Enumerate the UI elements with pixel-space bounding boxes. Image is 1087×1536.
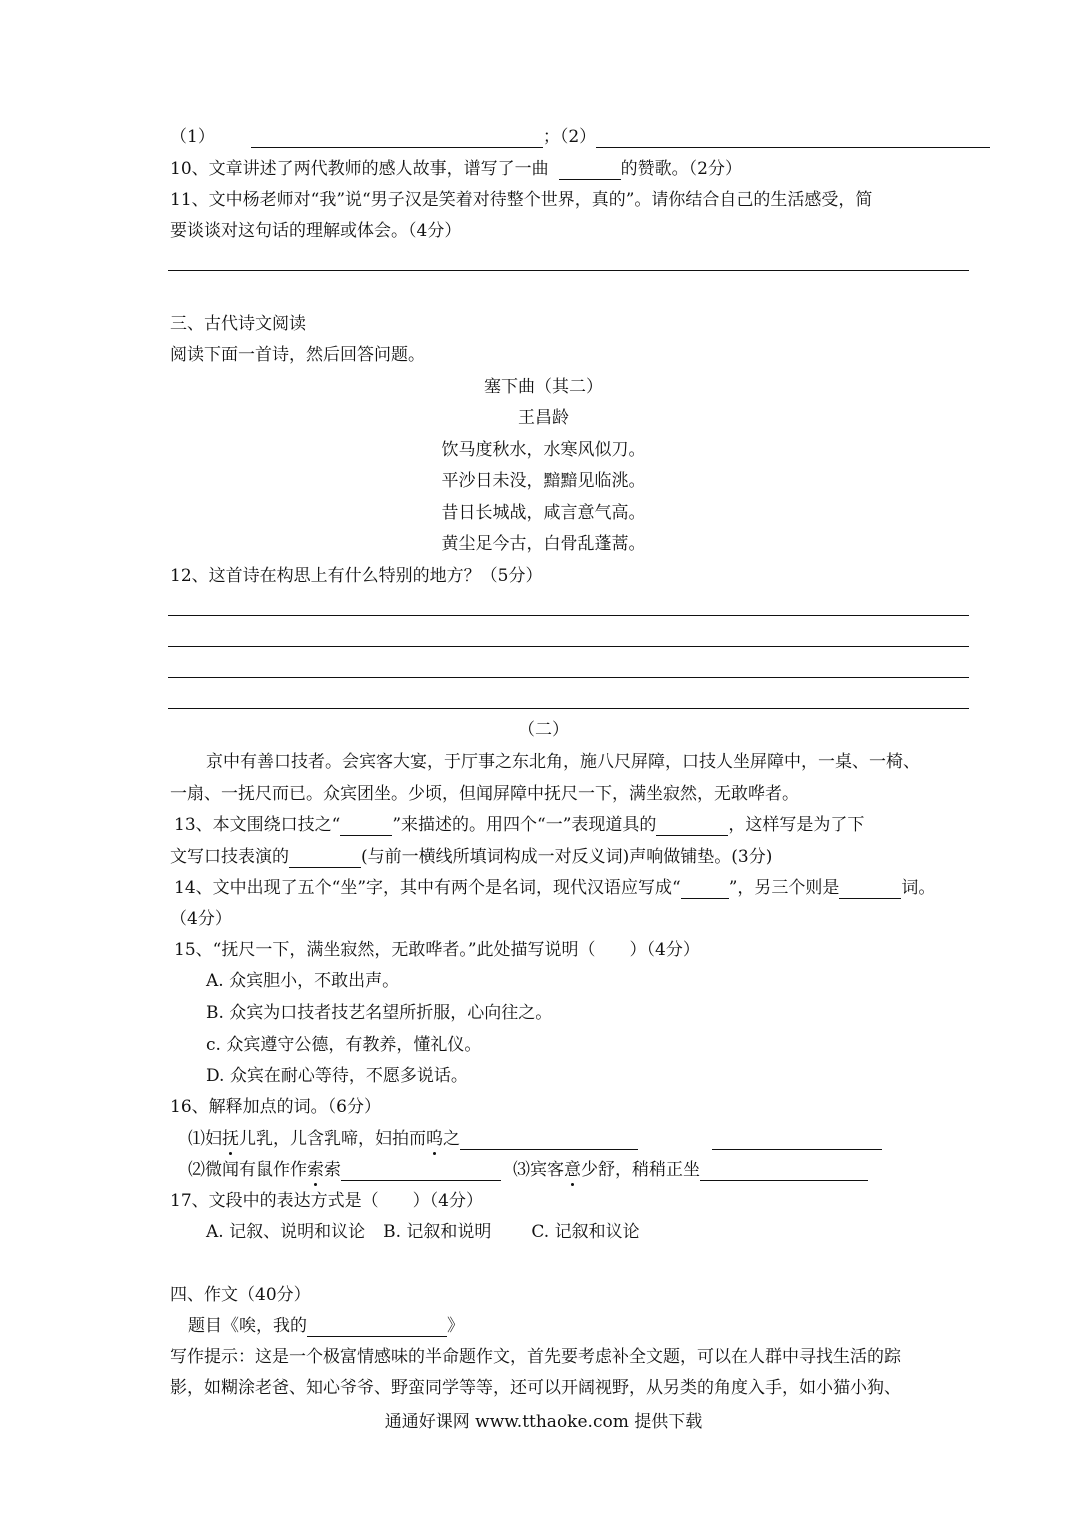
q12-answer-rule-4[interactable] <box>168 708 969 709</box>
q12-answer-rule-2[interactable] <box>168 646 969 647</box>
q13-part-a: 13、本文围绕口技之“ <box>174 815 341 835</box>
page-footer: 通通好课网 www.tthaoke.com 提供下载 <box>384 1412 703 1432</box>
section3-title: 三、古代诗文阅读 <box>170 314 306 334</box>
q11-line-2: 要谈谈对这句话的理解或体会。（4分） <box>170 221 462 241</box>
poem-line-3: 昔日长城战，咸言意气高。 <box>441 503 646 523</box>
q16-item1-dotted-word: 抚 <box>222 1129 239 1149</box>
essay-topic-prefix: 题目《唉，我的 <box>188 1316 307 1336</box>
q13-part-b: ”来描述的。用四个“一”表现道具的 <box>392 815 657 835</box>
q17-option-a[interactable]: A. 记叙、说明和议论 <box>206 1222 366 1242</box>
q12-answer-rule-3[interactable] <box>168 677 969 678</box>
essay-hint-line-2: 影，如糊涂老爸、知心爷爷、野蛮同学等等，还可以开阔视野，从另类的角度入手，如小猫小狗、 <box>170 1378 901 1398</box>
q15-option-d[interactable]: D. 众宾在耐心等待，不愿多说话。 <box>206 1066 468 1086</box>
q14-blank-1[interactable] <box>681 880 729 899</box>
q16-blank-2[interactable] <box>712 1131 882 1150</box>
q12: 12、这首诗在构思上有什么特别的地方？（5分） <box>170 566 543 586</box>
part2-heading: （二） <box>518 720 569 740</box>
q16-blank-4[interactable] <box>700 1162 868 1181</box>
q15-option-b[interactable]: B. 众宾为口技者技艺名望所折服，心向往之。 <box>206 1003 553 1023</box>
q16-item3-text-2: 少舒，稍稍正坐 <box>581 1160 700 1180</box>
q16-item-1 <box>188 1128 882 1150</box>
poem-title: 塞下曲（其二） <box>484 377 603 397</box>
poem-line-4: 黄尘足今古，白骨乱蓬蒿。 <box>441 534 646 554</box>
q11-answer-rule[interactable] <box>168 270 969 271</box>
q17-options <box>206 1221 640 1243</box>
q17: 17、文段中的表达方式是（ ）（4分） <box>170 1191 483 1211</box>
q16-item1-text-2: 儿乳，儿含乳啼，妇拍而 <box>239 1129 426 1149</box>
q16-item2-text-2: 索 <box>324 1160 341 1180</box>
q10-suffix: 的赞歌。（2分） <box>620 159 742 179</box>
q12-answer-rule-1[interactable] <box>168 615 969 616</box>
q9-label-1: （1） <box>170 127 215 147</box>
q14-line-1 <box>174 877 935 899</box>
poem-line-1: 饮马度秋水，水寒风似刀。 <box>441 440 646 460</box>
q14-part-a: 14、文中出现了五个“坐”字，其中有两个是名词，现代汉语应写成“ <box>174 878 681 898</box>
q16-blank-1[interactable] <box>460 1131 638 1150</box>
q13-blank-2[interactable] <box>656 817 728 836</box>
q15-option-c[interactable]: c. 众宾遵守公德，有教养，懂礼仪。 <box>206 1035 482 1055</box>
q13-part-c: ，这样写是为了下 <box>728 815 865 835</box>
q16-item2-dotted-word: 索 <box>307 1160 324 1180</box>
essay-topic-blank[interactable] <box>307 1318 447 1337</box>
q16: 16、解释加点的词。（6分） <box>170 1097 381 1117</box>
q15-option-a[interactable]: A. 众宾胆小，不敢出声。 <box>206 971 400 991</box>
q14-blank-2[interactable] <box>839 880 901 899</box>
section4-title: 四、作文（40分） <box>170 1285 311 1305</box>
poem-author: 王昌龄 <box>518 408 569 428</box>
q10 <box>170 158 742 180</box>
q10-prefix: 10、文章讲述了两代教师的感人故事，谱写了一曲 <box>170 159 549 179</box>
q16-item3-text: ⑶宾客 <box>513 1160 564 1180</box>
section3-instruction: 阅读下面一首诗，然后回答问题。 <box>170 345 425 365</box>
passage-line-2: 一扇、一抚尺而已。众宾团坐。少顷，但闻屏障中抚尺一下，满坐寂然，无敢哗者。 <box>170 784 799 804</box>
q9-blank-1[interactable] <box>251 129 543 148</box>
q13-blank-1[interactable] <box>340 817 392 836</box>
q16-item2-text: ⑵微闻有鼠作作 <box>188 1160 307 1180</box>
poem-line-2: 平沙日未没，黯黯见临洮。 <box>441 471 646 491</box>
q13-blank-3[interactable] <box>289 849 361 868</box>
q11-line-1: 11、文中杨老师对“我”说“男子汉是笑着对待整个世界，真的”。请你结合自己的生活感受，简 <box>170 190 873 210</box>
q14-part-b: ”，另三个则是 <box>728 878 840 898</box>
q10-blank[interactable] <box>559 161 621 180</box>
q16-item1-dotted-word-2: 呜 <box>426 1129 443 1149</box>
q17-option-c[interactable]: C. 记叙和议论 <box>531 1222 640 1242</box>
q14-score: （4分） <box>170 909 232 929</box>
q9-blank-2[interactable] <box>596 129 990 148</box>
q13-part-d: 文写口技表演的 <box>170 847 289 867</box>
q16-item1-text: ⑴妇 <box>188 1129 222 1149</box>
q14-part-c: 词。 <box>901 878 936 898</box>
q13-line-1 <box>174 814 864 836</box>
q16-item-2-3 <box>188 1159 868 1181</box>
essay-topic <box>188 1315 464 1337</box>
q13-part-e: (与前一横线所填词构成一对反义词)声响做铺垫。(3分) <box>361 847 773 867</box>
q16-blank-3[interactable] <box>341 1162 501 1181</box>
essay-hint-line-1: 写作提示：这是一个极富情感味的半命题作文，首先要考虑补全文题，可以在人群中寻找生活的踪 <box>170 1347 901 1367</box>
q13-line-2 <box>170 846 772 868</box>
passage-line-1: 京中有善口技者。会宾客大宴，于厅事之东北角，施八尺屏障，口技人坐屏障中，一桌、一椅、 <box>206 752 920 772</box>
q16-item3-dotted-word: 意 <box>564 1160 581 1180</box>
q15: 15、“抚尺一下，满坐寂然，无敢哗者。”此处描写说明（ ）（4分） <box>174 940 700 960</box>
q17-option-b[interactable]: B. 记叙和说明 <box>383 1222 492 1242</box>
q9-separator: ；（2） <box>542 127 597 147</box>
q9-answer-line <box>170 126 990 148</box>
essay-topic-suffix: 》 <box>447 1316 464 1336</box>
q16-item1-text-3: 之 <box>443 1129 460 1149</box>
